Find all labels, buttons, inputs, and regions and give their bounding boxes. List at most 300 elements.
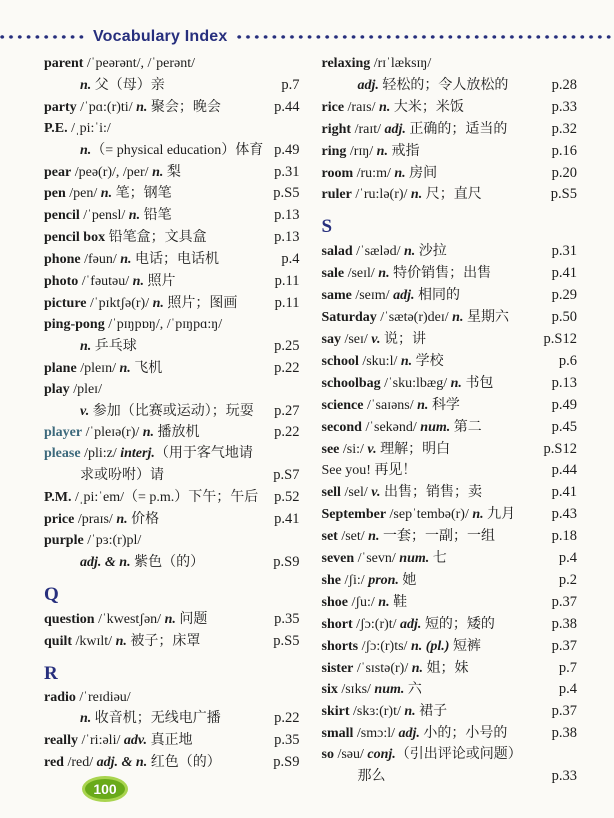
entry-line [322,723,578,745]
definition: 书包 [461,375,494,391]
headword: ping-pong [44,316,105,332]
headword: schoolbag [321,375,381,391]
phonetic-transcription: /ʃu:/ [347,594,379,610]
entry-text [322,440,539,461]
entry-text [322,418,547,439]
entry-text [322,164,547,185]
part-of-speech: adj. & n. [80,554,131,570]
definition: 电话；电话机 [131,252,220,268]
part-of-speech: n. [116,512,128,528]
headword: set [321,529,338,545]
page-ref: p.37 [551,637,577,654]
phonetic-transcription: /ʃi:/ [340,572,369,588]
dotted-rule-left [0,35,84,40]
phonetic-transcription: /pli:z/ [80,446,121,462]
page-ref: p.6 [558,352,577,369]
definition: 播放机 [154,425,200,441]
definition: （用于客气地请 [154,446,253,462]
phonetic-transcription: /pleɪn/ [76,360,120,376]
definition: 轻松的；令人放松的 [378,77,509,93]
entry-text [44,531,300,552]
page-ref: p.22 [274,424,300,441]
phonetic-transcription: /ˈpɑ:(r)ti/ [76,99,137,115]
definition: 乒乓球 [91,338,137,354]
vocab-entry [44,752,300,774]
definition: 真正地 [147,733,193,749]
headword: pen [44,186,66,202]
entry-text [322,527,547,548]
entry-text [44,444,300,465]
phonetic-transcription: /praɪs/ [74,512,117,528]
vocab-entry [322,745,578,788]
page-ref: p.28 [551,76,577,93]
entry-line [44,730,300,752]
page-ref: p.38 [551,725,577,742]
part-of-speech: n. [132,274,144,290]
part-of-speech: interj. [120,446,155,462]
phonetic-transcription: /ˈsæləd/ [352,244,404,260]
definition: 照片；图画 [163,295,238,311]
entry-line [44,531,300,552]
entry-line [322,439,578,461]
entry-line [44,358,300,380]
headword: relaxing [321,56,371,71]
phonetic-transcription: /sel/ [340,485,372,501]
part-of-speech: n. [115,633,127,649]
page-ref: p.S12 [543,330,577,347]
part-of-speech: n. [378,266,390,282]
definition: 价格 [127,512,160,528]
page-ref: p.S7 [273,467,300,484]
entry-text [44,423,269,444]
page-ref: p.33 [551,98,577,115]
definition: 六 [404,682,422,698]
entry-line [44,422,300,444]
vocab-entry [44,730,300,752]
entry-text [322,593,547,614]
vocab-entry [44,315,300,358]
definition: 理解；明白 [376,441,451,457]
part-of-speech: n. [80,77,92,93]
definition: 求或吩咐）请 [80,468,164,484]
part-of-speech: num. [399,551,430,567]
headword: rice [321,99,345,115]
vocab-entry [322,141,578,163]
phonetic-transcription: /ˈru:lə(r)/ [351,187,411,203]
page-ref: p.33 [551,768,577,785]
page-ref: p.41 [551,484,577,501]
entry-text [44,380,300,401]
headword: shorts [321,638,359,654]
part-of-speech: v. [371,485,381,501]
vocab-entry [44,422,300,444]
definition: 小的；小号的 [419,726,508,742]
vocab-entry [322,592,578,614]
page-ref: p.31 [551,243,577,260]
page-ref: p.7 [558,659,577,676]
part-of-speech: n. [378,594,390,610]
headword: September [321,507,387,523]
definition: 她 [398,572,417,588]
page-ref: p.13 [274,229,300,246]
definition: （= physical education）体育 [91,142,264,158]
vocab-entry [322,548,578,570]
phonetic-transcription: /set/ [337,529,369,545]
entry-line [322,285,578,307]
phonetic-transcription: /ru:m/ [353,165,395,181]
entry-line [322,701,578,723]
entry-text [80,76,276,97]
vocab-entry [322,241,578,263]
entry-text [322,264,547,285]
page-ref: p.27 [274,402,300,419]
entry-line [44,336,300,358]
phonetic-transcription: /seɪl/ [344,266,379,282]
entry-line [322,163,578,185]
definition: 科学 [428,397,460,413]
entry-text [322,483,547,504]
page-ref: p.S12 [543,440,577,457]
vocab-entry [322,97,578,119]
entry-text [322,330,539,351]
entry-text [322,745,578,766]
entry-line [44,54,300,75]
entry-line [44,162,300,184]
entry-text [322,659,554,680]
right-column [322,54,578,788]
part-of-speech: n. [417,397,429,413]
vocab-entry [322,285,578,307]
entry-text [322,637,547,658]
headword: short [321,616,353,632]
phonetic-transcription: /ʃɔ:(r)ts/ [358,638,411,654]
entry-line [44,140,300,162]
part-of-speech: n. [376,143,388,159]
entry-text [358,76,547,97]
phonetic-transcription: /ˈkwestʃən/ [94,611,165,627]
headword: pencil box [44,230,106,246]
definition: 姐；妹 [423,660,469,676]
page-ref: p.20 [551,164,577,181]
headword: salad [321,244,353,260]
entry-line [322,54,578,75]
page-ref: p.43 [551,506,577,523]
entry-text [44,488,269,509]
part-of-speech: n. [450,375,462,391]
page-ref: p.32 [551,120,577,137]
entry-line [322,526,578,548]
definition: 问题 [175,611,208,627]
entry-text [44,228,269,249]
page-ref: p.16 [551,142,577,159]
page-ref: p.49 [274,141,300,158]
vocab-entry [322,373,578,395]
part-of-speech: n. [80,711,92,727]
entry-line [44,487,300,509]
vocab-entry [322,329,578,351]
vocab-entry [322,439,578,461]
entry-line [322,263,578,285]
part-of-speech: n. [152,295,164,311]
entry-text [44,98,269,119]
entry-text [322,374,547,395]
part-of-speech: n. [472,507,484,523]
headword: price [44,512,75,528]
page-ref: p.25 [274,337,300,354]
page-ref: p.45 [551,418,577,435]
entry-line [44,271,300,293]
vocab-entry [322,351,578,373]
definition: 一套；一副；一组 [379,529,495,545]
headword: play [44,381,70,397]
entry-text [322,680,554,701]
headword: photo [44,274,79,290]
part-of-speech: adj. [393,288,415,304]
entry-text [80,709,269,730]
definition: 学校 [412,353,444,369]
vocab-entry [44,293,300,315]
vocab-entry [44,380,300,423]
entry-line [322,460,578,482]
definition: 第二 [450,419,482,435]
part-of-speech: num. [374,682,405,698]
definition: 飞机 [130,360,163,376]
vocab-entry [322,679,578,701]
headword: shoe [321,594,348,610]
part-of-speech: n. [452,310,464,326]
phonetic-transcription: /peə(r)/, /per/ [71,164,153,180]
part-of-speech: n. [80,142,92,158]
vocab-entry [44,609,300,631]
phonetic-transcription: /ˈpeərənt/, /ˈperənt/ [83,56,195,71]
headword: skirt [321,704,350,720]
vocab-entry [322,570,578,592]
entry-line [44,205,300,227]
vocab-entry [44,487,300,509]
vocab-entry [44,205,300,227]
definition: 父（母）亲 [91,77,165,93]
definition: 沙拉 [415,244,447,260]
headword: small [321,726,354,742]
vocab-entry [44,631,300,653]
definition: 正确的；适当的 [405,121,508,137]
part-of-speech: adv. [123,733,148,749]
phonetic-transcription: /smɔ:l/ [353,726,399,742]
phonetic-transcription: /rɪŋ/ [346,143,377,159]
part-of-speech: adj. [384,121,406,137]
vocab-entry [322,395,578,417]
page-ref: p.44 [551,462,577,479]
entry-text [322,185,546,206]
vocab-entry [44,688,300,731]
entry-text [44,731,269,752]
definition: 铅笔 [140,208,172,224]
headword: sister [321,660,354,676]
definition: （= p.m.）下午；午后 [123,490,259,506]
definition: 短裤 [449,638,481,654]
entry-text [322,120,547,141]
vocab-entry [44,271,300,293]
page-ref: p.22 [274,710,300,727]
definition: 裙子 [415,704,448,720]
part-of-speech: n. [142,425,155,441]
definition: 特价销售；出售 [389,266,492,282]
entry-text [44,632,268,653]
vocab-entry [44,119,300,162]
entry-text [44,610,269,631]
headword: she [321,572,341,588]
phonetic-transcription: /pen/ [65,186,101,202]
entry-text [44,753,268,774]
entry-text [44,250,276,271]
phonetic-transcription: /səu/ [333,747,368,763]
definition: 铅笔盒；文具盒 [105,230,207,246]
dotted-rule-right [237,35,614,40]
entry-text [80,553,268,574]
vocab-entry [322,460,578,482]
part-of-speech: n. [394,165,406,181]
definition: 笔；钢笔 [112,186,172,202]
page-ref: p.4 [281,251,300,268]
page-ref: p.4 [558,681,577,698]
definition: 鞋 [389,594,408,610]
part-of-speech: n. (pl.) [410,638,450,654]
definition: 聚会；晚会 [147,99,221,115]
page-ref: p.35 [274,610,300,627]
vocab-entry [322,263,578,285]
part-of-speech: n. [100,186,113,202]
part-of-speech: n. [136,99,148,115]
vocab-entry [322,614,578,636]
vocab-entry [322,417,578,439]
entry-text [80,402,269,423]
vocab-entry [322,163,578,185]
entry-line [44,752,300,774]
phonetic-transcription: /sku:l/ [358,353,401,369]
headword: red [44,755,64,771]
page-ref: p.18 [551,528,577,545]
headword: P.E. [44,120,68,136]
entry-text [322,571,554,592]
vocab-entry [322,482,578,504]
vocab-entry [322,658,578,680]
part-of-speech: n. [400,353,413,369]
entry-line [322,417,578,439]
phonetic-transcription: /ˈpensl/ [79,208,129,224]
phonetic-transcription: /si:/ [339,441,368,457]
headword: player [44,425,83,441]
entry-text [80,141,269,162]
definition: 戒指 [387,143,420,159]
page-ref: p.S5 [273,632,300,649]
page-ref: p.4 [558,550,577,567]
entry-line [322,97,578,119]
phonetic-transcription: /sepˈtembə(r)/ [386,507,473,523]
page-ref: p.38 [551,615,577,632]
part-of-speech: adj. [400,616,422,632]
definition: 大米；米饭 [390,99,464,115]
part-of-speech: adj. [357,77,379,93]
definition: 九月 [483,507,516,523]
phonetic-transcription: /pleɪ/ [69,381,102,397]
phonetic-transcription: /rɪˈlæksɪŋ/ [370,56,432,71]
definition: 收音机；无线电广播 [91,711,221,727]
entry-text [322,461,547,482]
entry-line [322,504,578,526]
entry-line [322,766,578,788]
part-of-speech: pron. [368,572,399,588]
part-of-speech: n. [164,611,176,627]
part-of-speech: n. [404,704,416,720]
phonetic-transcription: /red/ [63,755,97,771]
phonetic-transcription: /ˈsɪstə(r)/ [353,660,412,676]
entry-text [322,615,547,636]
entry-line [322,570,578,592]
headword: quilt [44,633,73,649]
part-of-speech: n. [80,338,92,354]
page-ref: p.41 [274,511,300,528]
entry-text [44,688,300,709]
phonetic-transcription: /ʃɔ:(r)t/ [352,616,401,632]
headword: P.M. [44,490,72,506]
phonetic-transcription: /ˈpɪktʃə(r)/ [86,295,153,311]
entry-line [322,241,578,263]
entry-text [44,272,270,293]
headword: ruler [321,187,352,203]
entry-line [44,75,300,97]
entry-line [44,552,300,574]
vocab-entry [322,526,578,548]
entry-line [44,509,300,531]
entry-text [44,163,269,184]
part-of-speech: num. [420,419,451,435]
page-ref: p.S5 [273,185,300,202]
part-of-speech: v. [367,441,377,457]
entry-line [322,548,578,570]
section-letter: S [321,216,333,238]
page-ref: p.11 [274,273,300,290]
entry-line [322,658,578,680]
entry-text [322,724,547,745]
definition: 紫色（的） [130,554,205,570]
headword: sell [321,485,341,501]
entry-line [44,97,300,119]
definition: 星期六 [463,310,509,326]
page-ref: p.49 [551,396,577,413]
left-column [44,54,300,788]
entry-line [44,293,300,315]
entry-line [44,227,300,249]
phonetic-transcription: /ˈsekənd/ [361,419,421,435]
vocab-entry [322,723,578,745]
entry-text [44,54,300,75]
headword: pencil [44,208,80,224]
index-columns [44,54,577,788]
headword: phone [44,252,81,268]
phonetic-transcription: /skɜ:(r)t/ [349,704,405,720]
headword: party [44,99,77,115]
headword: right [321,121,352,137]
headword: pear [44,164,72,180]
page-ref: p.37 [551,703,577,720]
phonetic-transcription: /ˈri:əli/ [77,733,124,749]
entry-line [322,119,578,141]
page-ref: p.2 [558,571,577,588]
entry-line [322,395,578,417]
page-title: Vocabulary Index [93,28,228,45]
entry-line [322,75,578,97]
entry-line [44,249,300,271]
